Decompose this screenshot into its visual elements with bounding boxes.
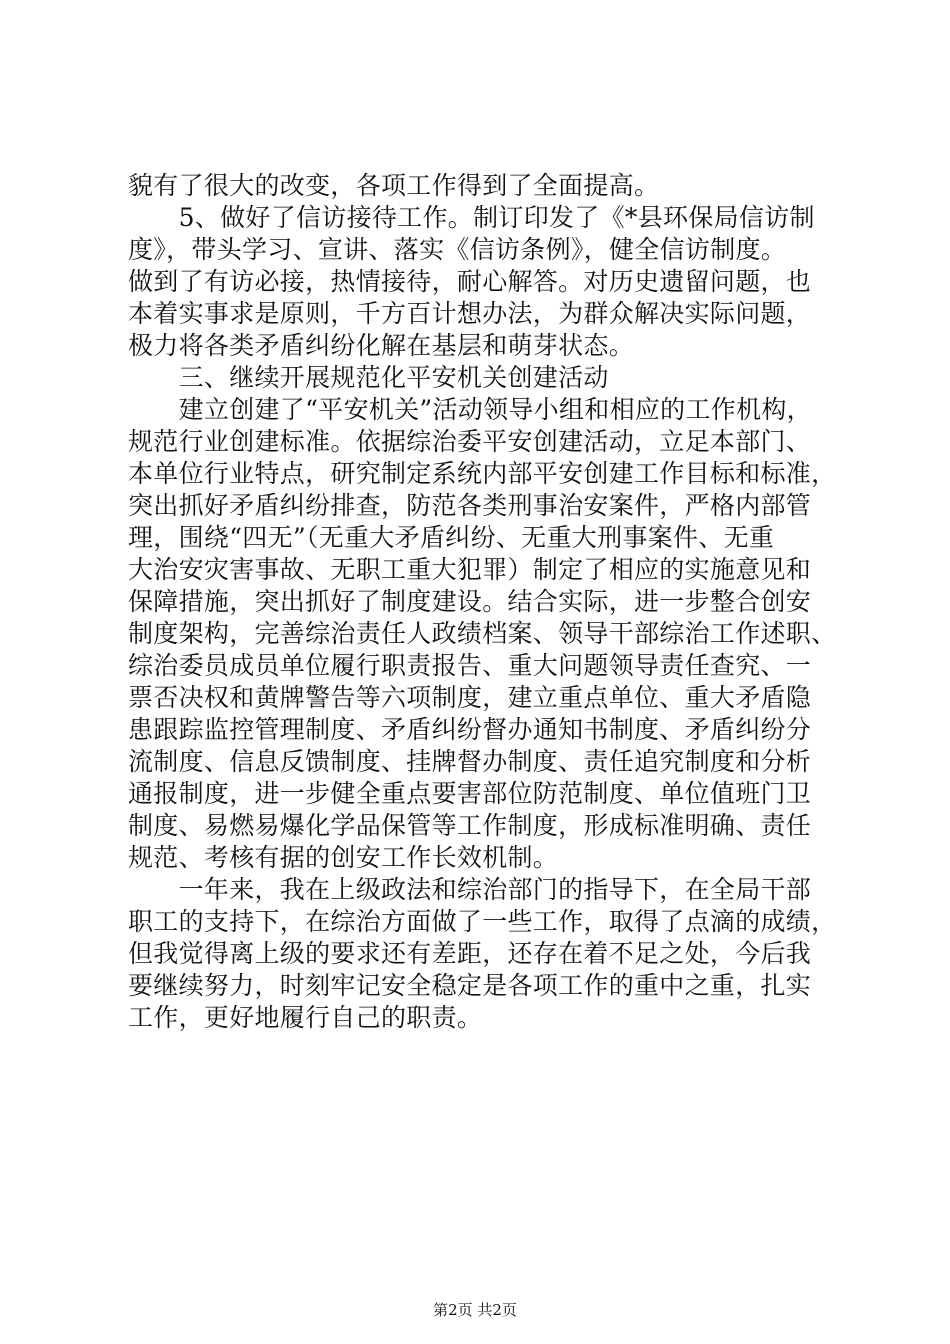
text-line: 患跟踪监控管理制度、矛盾纠纷督办通知书制度、矛盾纠纷分: [128, 715, 812, 744]
text-line: 制度、易燃易爆化学品保管等工作制度，形成标准明确、责任: [128, 811, 812, 840]
text-line: 理，围绕“四无”（无重大矛盾纠纷、无重大刑事案件、无重: [128, 523, 775, 552]
text-line: 5、做好了信访接待工作。制订印发了《*县环保局信访制: [128, 203, 815, 232]
text-line: 突出抓好矛盾纠纷排查，防范各类刑事治安案件，严格内部管: [128, 491, 812, 520]
text-line: 建立创建了“平安机关”活动领导小组和相应的工作机构，: [128, 395, 812, 424]
text-line: 本单位行业特点，研究制定系统内部平安创建工作目标和标准，: [128, 459, 837, 488]
section-heading: 三、继续开展规范化平安机关创建活动: [128, 363, 609, 392]
text-line: 度》，带头学习、宣讲、落实《信访条例》，健全信访制度。: [128, 235, 787, 264]
text-line: 大治安灾害事故、无职工重大犯罪）制定了相应的实施意见和: [128, 555, 812, 584]
text-line: 要继续努力，时刻牢记安全稳定是各项工作的重中之重，扎实: [128, 971, 812, 1000]
text-line: 但我觉得离上级的要求还有差距，还存在着不足之处，今后我: [128, 939, 812, 968]
text-line: 综治委员成员单位履行职责报告、重大问题领导责任查究、一: [128, 651, 812, 680]
text-line: 流制度、信息反馈制度、挂牌督办制度、责任追究制度和分析: [128, 747, 812, 776]
page-number-footer: 第2页 共2页: [433, 1301, 517, 1319]
text-line: 做到了有访必接，热情接待，耐心解答。对历史遗留问题，也: [128, 267, 812, 296]
text-line: 保障措施，突出抓好了制度建设。结合实际，进一步整合创安: [128, 587, 812, 616]
text-line: 一年来，我在上级政法和综治部门的指导下，在全局干部: [128, 875, 812, 904]
text-line: 职工的支持下，在综治方面做了一些工作，取得了点滴的成绩，: [128, 907, 837, 936]
text-line: 本着实事求是原则，千方百计想办法，为群众解决实际问题，: [128, 299, 812, 328]
text-line: 极力将各类矛盾纠纷化解在基层和萌芽状态。: [128, 331, 635, 360]
text-line: 制度架构，完善综治责任人政绩档案、领导干部综治工作述职、: [128, 619, 837, 648]
body-text: [128, 170, 837, 1034]
text-line: 通报制度，进一步健全重点要害部位防范制度、单位值班门卫: [128, 779, 812, 808]
text-line: 貌有了很大的改变，各项工作得到了全面提高。: [128, 171, 660, 200]
text-line: 规范、考核有据的创安工作长效机制。: [128, 843, 559, 872]
text-line: 规范行业创建标准。依据综治委平安创建活动，立足本部门、: [128, 427, 812, 456]
text-line: 票否决权和黄牌警告等六项制度，建立重点单位、重大矛盾隐: [128, 683, 812, 712]
text-line: 工作，更好地履行自己的职责。: [128, 1003, 483, 1032]
